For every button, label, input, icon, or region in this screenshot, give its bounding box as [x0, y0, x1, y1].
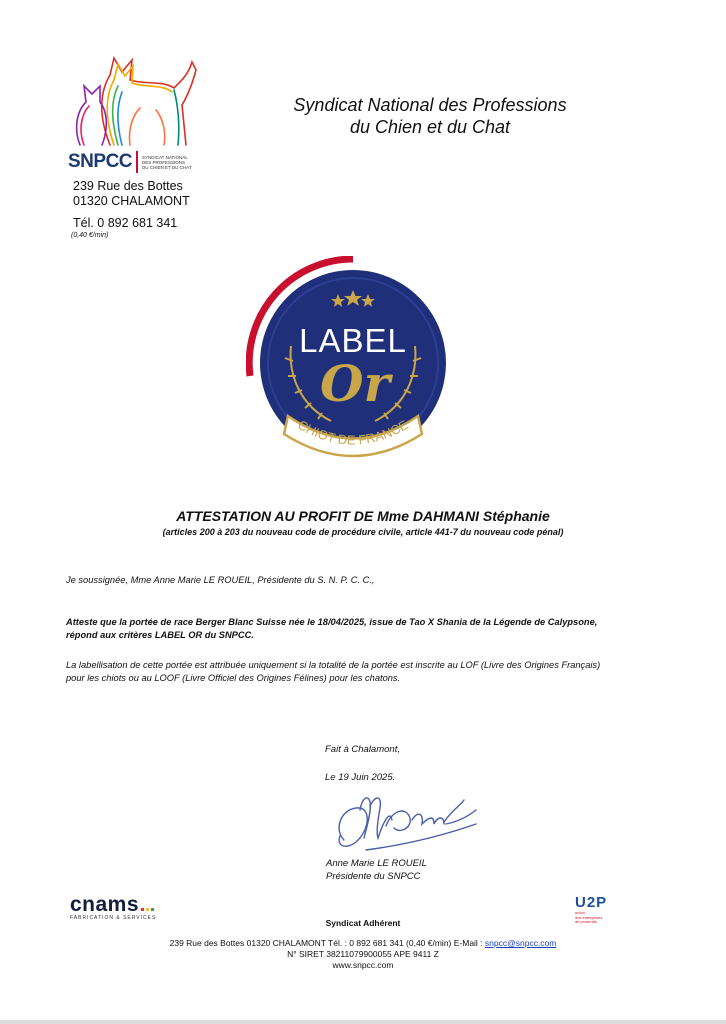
signer-name: Anne Marie LE ROUEIL	[326, 858, 427, 869]
logo-small-line: DES PROFESSIONS	[142, 159, 186, 165]
footer-website: www.snpcc.com	[332, 960, 394, 970]
address-line: 239 Rue des Bottes	[73, 179, 183, 193]
snpcc-logo	[68, 150, 202, 174]
bottom-edge	[0, 1020, 726, 1024]
signer-title: Présidente du SNPCC	[326, 871, 421, 882]
attestation-line: Atteste que la portée de race Berger Blanc Suisse née le 18/04/2025, issue de Tao X Shania de la Légende de Calypsone,	[66, 617, 598, 627]
u2p-wordmark: U2P	[575, 894, 608, 911]
title-line: Syndicat National des Professions	[293, 95, 567, 115]
labellisation-paragraph	[66, 659, 666, 685]
adherent-label: Syndicat Adhérent	[325, 918, 401, 928]
signer-block	[326, 857, 427, 883]
footer-siret: N° SIRET 38211079900055 APE 9411 Z	[287, 949, 439, 959]
attestation-line: répond aux critères LABEL OR du SNPCC.	[66, 630, 254, 640]
medal-ribbon-text: CHIOT DE FRANCE	[295, 416, 411, 448]
org-phone-note: (0,40 €/min)	[71, 232, 109, 239]
labellisation-line: pour les chiots ou au LOOF (Livre Officiel des Origines Félines) pour les chatons.	[66, 673, 401, 683]
logo-divider	[136, 151, 138, 173]
cnams-dots-icon	[141, 898, 156, 916]
declaration-paragraph: Je soussignée, Mme Anne Marie LE ROUEIL, Présidente du S. N. P. C. C.,	[66, 575, 375, 585]
logo-small-line: SYNDICAT NATIONAL	[142, 154, 188, 160]
footer-contact	[0, 938, 726, 971]
footer-address-phone: 239 Rue des Bottes 01320 CHALAMONT Tél. : 0 892 681 341 (0,40 €/min) E-Mail :	[169, 938, 485, 948]
labellisation-line: La labellisation de cette portée est attribuée uniquement si la totalité de la portée est inscrite au LOF (Livre des Origines Français)	[66, 660, 601, 670]
org-phone: Tél. 0 892 681 341	[73, 216, 178, 230]
email-link[interactable]: snpcc@snpcc.com	[484, 938, 557, 948]
document-title: ATTESTATION AU PROFIT DE Mme DAHMANI Stéphanie	[176, 508, 550, 524]
medal-label-text: LABEL	[299, 322, 407, 359]
u2p-small-line: union	[575, 910, 585, 915]
u2p-small-line: des entreprises	[575, 914, 603, 920]
cnams-logo	[70, 893, 156, 921]
label-or-medal-icon	[246, 256, 460, 470]
footer-line-1	[0, 938, 726, 949]
title-line: du Chien et du Chat	[349, 117, 511, 137]
snpcc-acronym: SNPCC	[68, 151, 133, 172]
address-line: 01320 CHALAMONT	[73, 194, 190, 208]
snpcc-logo-subtitle	[142, 155, 202, 170]
medal-or-text: Or	[320, 354, 390, 413]
snpcc-cat-dog-logo-icon	[70, 50, 200, 150]
logo-small-line: DU CHIEN ET DU CHAT	[142, 164, 192, 170]
date-line: Le 19 Juin 2025.	[325, 772, 396, 783]
u2p-small-line: de proximité	[575, 919, 597, 924]
attestation-paragraph	[66, 616, 666, 642]
place-line: Fait à Chalamont,	[325, 744, 400, 755]
org-address	[73, 179, 190, 209]
document-subtitle: (articles 200 à 203 du nouveau code de procédure civile, article 441-7 du nouveau code pénal)	[162, 527, 564, 537]
page-title	[230, 94, 630, 138]
cnams-tagline: FABRICATION & SERVICES	[70, 915, 157, 921]
cnams-wordmark: cnams	[70, 893, 140, 916]
